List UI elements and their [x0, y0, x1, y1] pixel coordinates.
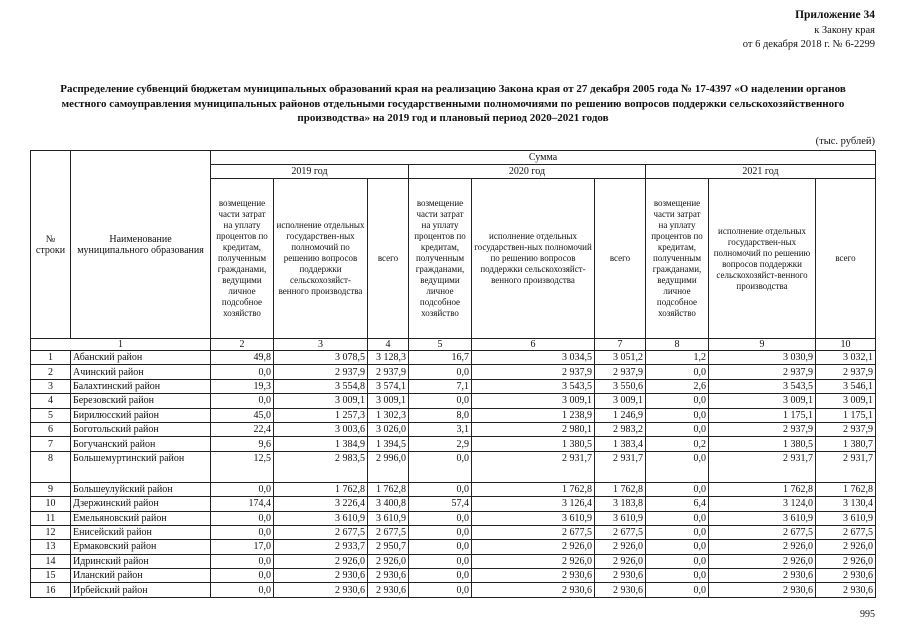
amount-cell: 2 926,0: [595, 554, 646, 568]
amount-cell: 174,4: [211, 497, 274, 511]
amount-cell: 1 762,8: [816, 482, 876, 496]
amount-cell: 2 930,6: [595, 583, 646, 597]
amount-cell: 2 937,9: [368, 365, 409, 379]
amount-cell: 1 762,8: [472, 482, 595, 496]
amount-cell: 2 926,0: [472, 540, 595, 554]
amount-cell: 0,0: [646, 554, 709, 568]
interest-subheader: возмещение части затрат на уплату процентов по кредитам, полученным гражданами, ведущими личное подсобное хозяйство: [211, 179, 274, 339]
amount-cell: 3 543,5: [472, 379, 595, 393]
row-number-cell: 5: [31, 408, 71, 422]
amount-cell: 2 926,0: [709, 554, 816, 568]
amount-cell: 1,2: [646, 351, 709, 365]
column-number: 2: [211, 339, 274, 351]
column-number: 4: [368, 339, 409, 351]
amount-cell: 2 926,0: [816, 554, 876, 568]
amount-cell: 3 009,1: [368, 394, 409, 408]
amount-cell: 2 930,6: [816, 583, 876, 597]
municipality-name-cell: Боготольский район: [71, 422, 211, 436]
amount-cell: 3 610,9: [274, 511, 368, 525]
amount-cell: 3 610,9: [816, 511, 876, 525]
total-subheader: всего: [595, 179, 646, 339]
year-header-2019: 2019 год: [211, 165, 409, 179]
amount-cell: 3 003,6: [274, 422, 368, 436]
amount-cell: 3 130,4: [816, 497, 876, 511]
amount-cell: 2 677,5: [274, 525, 368, 539]
document-title-line: местного самоуправления муниципальных районов отдельными государственными полномочиями по решению вопросов поддержки сельскохозяйственного: [61, 97, 845, 110]
amount-cell: 3 030,9: [709, 351, 816, 365]
row-number-cell: 4: [31, 394, 71, 408]
amount-cell: 0,0: [646, 569, 709, 583]
table-row: [31, 437, 876, 451]
amount-cell: 0,0: [409, 394, 472, 408]
municipality-name-cell: Ермаковский район: [71, 540, 211, 554]
row-number-cell: 8: [31, 451, 71, 482]
municipality-name-cell: Енисейский район: [71, 525, 211, 539]
amount-cell: 2 930,6: [816, 569, 876, 583]
table-row: [31, 569, 876, 583]
amount-cell: 2 931,7: [595, 451, 646, 482]
amount-cell: 2 983,2: [595, 422, 646, 436]
column-number: 1: [31, 339, 211, 351]
table-row: [31, 497, 876, 511]
amount-cell: 9,6: [211, 437, 274, 451]
sum-header: Сумма: [211, 151, 876, 165]
amount-cell: 3 400,8: [368, 497, 409, 511]
amount-cell: 1 762,8: [368, 482, 409, 496]
amount-cell: 1 238,9: [472, 408, 595, 422]
amount-cell: 2 926,0: [472, 554, 595, 568]
powers-subheader: исполнение отдельных государствен-ных полномочий по решению вопросов поддержки сельскохозяйст-венного производства: [472, 179, 595, 339]
amount-cell: 0,2: [646, 437, 709, 451]
municipality-name-cell: Дзержинский район: [71, 497, 211, 511]
table-row: [31, 365, 876, 379]
municipality-name-cell: Большеулуйский район: [71, 482, 211, 496]
amount-cell: 45,0: [211, 408, 274, 422]
table-row: [31, 482, 876, 496]
column-number: 5: [409, 339, 472, 351]
amount-cell: 2 930,6: [595, 569, 646, 583]
table-row: [31, 422, 876, 436]
amount-cell: 0,0: [211, 511, 274, 525]
amount-cell: 0,0: [646, 422, 709, 436]
amount-cell: 2 933,7: [274, 540, 368, 554]
amount-cell: 3 126,4: [472, 497, 595, 511]
table-body: [31, 351, 876, 598]
amount-cell: 3 009,1: [595, 394, 646, 408]
amount-cell: 2 983,5: [274, 451, 368, 482]
appendix-title: Приложение 34: [795, 9, 875, 21]
table-row: [31, 583, 876, 597]
amount-cell: 1 383,4: [595, 437, 646, 451]
amount-cell: 1 762,8: [709, 482, 816, 496]
amount-cell: 2 937,9: [595, 365, 646, 379]
row-number-cell: 2: [31, 365, 71, 379]
amount-cell: 0,0: [646, 511, 709, 525]
table-row: [31, 351, 876, 365]
amount-cell: 0,0: [409, 511, 472, 525]
powers-subheader: исполнение отдельных государствен-ных полномочий по решению вопросов поддержки сельскохозяйст-венного производства: [274, 179, 368, 339]
amount-cell: 2 930,6: [274, 569, 368, 583]
amount-cell: 2 677,5: [368, 525, 409, 539]
amount-cell: 2 926,0: [368, 554, 409, 568]
amount-cell: 0,0: [409, 540, 472, 554]
amount-cell: 2 677,5: [472, 525, 595, 539]
table-row: [31, 451, 876, 482]
table-row: [31, 379, 876, 393]
amount-cell: 2 937,9: [472, 365, 595, 379]
amount-cell: 0,0: [211, 365, 274, 379]
amount-cell: 2 930,6: [472, 569, 595, 583]
amount-cell: 1 762,8: [274, 482, 368, 496]
amount-cell: 49,8: [211, 351, 274, 365]
document-title-line: производства» на 2019 год и плановый период 2020–2021 годов: [297, 112, 609, 124]
amount-cell: 3 034,5: [472, 351, 595, 365]
amount-cell: 3 546,1: [816, 379, 876, 393]
row-number-cell: 14: [31, 554, 71, 568]
amount-cell: 3 051,2: [595, 351, 646, 365]
amount-cell: 2 937,9: [709, 422, 816, 436]
amount-cell: 3 610,9: [595, 511, 646, 525]
amount-cell: 2,6: [646, 379, 709, 393]
row-number-cell: 11: [31, 511, 71, 525]
amount-cell: 0,0: [646, 365, 709, 379]
municipality-name-cell: Ирбейский район: [71, 583, 211, 597]
amount-cell: 12,5: [211, 451, 274, 482]
table-row: [31, 540, 876, 554]
amount-cell: 2 937,9: [816, 422, 876, 436]
amount-cell: 3 550,6: [595, 379, 646, 393]
amount-cell: 3 226,4: [274, 497, 368, 511]
amount-cell: 1 384,9: [274, 437, 368, 451]
document-title: [18, 82, 888, 126]
row-number-cell: 13: [31, 540, 71, 554]
amount-cell: 0,0: [646, 482, 709, 496]
total-subheader: всего: [816, 179, 876, 339]
amount-cell: 7,1: [409, 379, 472, 393]
municipality-name-cell: Абанский район: [71, 351, 211, 365]
amount-cell: 2 931,7: [709, 451, 816, 482]
row-number-cell: 12: [31, 525, 71, 539]
amount-cell: 1 380,5: [709, 437, 816, 451]
amount-cell: 2 996,0: [368, 451, 409, 482]
amount-cell: 2 937,9: [816, 365, 876, 379]
amount-cell: 0,0: [211, 525, 274, 539]
amount-cell: 0,0: [409, 482, 472, 496]
amount-cell: 1 302,3: [368, 408, 409, 422]
municipality-name-cell: Березовский район: [71, 394, 211, 408]
row-number-cell: 9: [31, 482, 71, 496]
amount-cell: 2 926,0: [274, 554, 368, 568]
amount-cell: 0,0: [409, 583, 472, 597]
amount-cell: 8,0: [409, 408, 472, 422]
amount-cell: 2 931,7: [816, 451, 876, 482]
column-number: 9: [709, 339, 816, 351]
subsidy-table: [30, 150, 876, 598]
amount-cell: 2 926,0: [709, 540, 816, 554]
amount-cell: 2 926,0: [595, 540, 646, 554]
amount-cell: 1 380,5: [472, 437, 595, 451]
appendix-date-line: от 6 декабря 2018 г. № 6-2299: [742, 39, 875, 50]
amount-cell: 3 009,1: [472, 394, 595, 408]
amount-cell: 3 610,9: [472, 511, 595, 525]
table-row: [31, 408, 876, 422]
amount-cell: 0,0: [409, 365, 472, 379]
amount-cell: 2 930,6: [368, 569, 409, 583]
amount-cell: 17,0: [211, 540, 274, 554]
amount-cell: 2 677,5: [709, 525, 816, 539]
amount-cell: 3 543,5: [709, 379, 816, 393]
amount-cell: 0,0: [211, 583, 274, 597]
amount-cell: 3 610,9: [709, 511, 816, 525]
amount-cell: 0,0: [409, 451, 472, 482]
municipality-name-cell: Большемуртинский район: [71, 451, 211, 482]
amount-cell: 0,0: [646, 525, 709, 539]
amount-cell: 2 950,7: [368, 540, 409, 554]
amount-cell: 2,9: [409, 437, 472, 451]
amount-cell: 2 930,6: [709, 569, 816, 583]
amount-cell: 0,0: [646, 408, 709, 422]
table-row: [31, 554, 876, 568]
amount-cell: 3 009,1: [274, 394, 368, 408]
interest-subheader: возмещение части затрат на уплату процентов по кредитам, полученным гражданами, ведущими личное подсобное хозяйство: [646, 179, 709, 339]
page-number: 995: [860, 609, 875, 620]
amount-cell: 1 175,1: [709, 408, 816, 422]
row-number-cell: 6: [31, 422, 71, 436]
appendix-law-reference: к Закону края: [814, 25, 875, 36]
row-number-cell: 10: [31, 497, 71, 511]
year-header-2021: 2021 год: [646, 165, 876, 179]
amount-cell: 0,0: [409, 525, 472, 539]
amount-cell: 3 554,8: [274, 379, 368, 393]
unit-label: (тыс. рублей): [815, 136, 875, 147]
amount-cell: 0,0: [211, 394, 274, 408]
amount-cell: 6,4: [646, 497, 709, 511]
amount-cell: 1 380,7: [816, 437, 876, 451]
amount-cell: 2 937,9: [274, 365, 368, 379]
amount-cell: 3 009,1: [816, 394, 876, 408]
year-header-2020: 2020 год: [409, 165, 646, 179]
total-subheader: всего: [368, 179, 409, 339]
amount-cell: 2 926,0: [816, 540, 876, 554]
amount-cell: 0,0: [211, 482, 274, 496]
amount-cell: 3,1: [409, 422, 472, 436]
row-number-cell: 15: [31, 569, 71, 583]
interest-subheader: возмещение части затрат на уплату процентов по кредитам, полученным гражданами, ведущими личное подсобное хозяйство: [409, 179, 472, 339]
column-number: 8: [646, 339, 709, 351]
amount-cell: 3 574,1: [368, 379, 409, 393]
amount-cell: 2 930,6: [472, 583, 595, 597]
municipality-name-cell: Бирилюсский район: [71, 408, 211, 422]
amount-cell: 1 175,1: [816, 408, 876, 422]
municipality-name-cell: Иланский район: [71, 569, 211, 583]
amount-cell: 0,0: [211, 569, 274, 583]
amount-cell: 3 026,0: [368, 422, 409, 436]
table-row: [31, 525, 876, 539]
municipality-name-header: Наименование муниципального образования: [71, 151, 211, 339]
amount-cell: 57,4: [409, 497, 472, 511]
amount-cell: 0,0: [409, 569, 472, 583]
amount-cell: 1 762,8: [595, 482, 646, 496]
amount-cell: 3 610,9: [368, 511, 409, 525]
amount-cell: 2 677,5: [816, 525, 876, 539]
amount-cell: 2 930,6: [709, 583, 816, 597]
table-row: [31, 394, 876, 408]
amount-cell: 0,0: [646, 451, 709, 482]
amount-cell: 0,0: [409, 554, 472, 568]
amount-cell: 0,0: [646, 394, 709, 408]
row-number-cell: 16: [31, 583, 71, 597]
powers-subheader: исполнение отдельных государствен-ных полномочий по решению вопросов поддержки сельскохозяйст-венного производства: [709, 179, 816, 339]
municipality-name-cell: Богучанский район: [71, 437, 211, 451]
document-title-line: Распределение субвенций бюджетам муниципальных образований края на реализацию Закона края от 27 декабря 2005 года № 17-4397 «О наделении органов: [60, 83, 846, 95]
amount-cell: 3 032,1: [816, 351, 876, 365]
amount-cell: 3 183,8: [595, 497, 646, 511]
amount-cell: 0,0: [211, 554, 274, 568]
amount-cell: 19,3: [211, 379, 274, 393]
amount-cell: 2 980,1: [472, 422, 595, 436]
amount-cell: 3 009,1: [709, 394, 816, 408]
amount-cell: 3 124,0: [709, 497, 816, 511]
amount-cell: 2 931,7: [472, 451, 595, 482]
amount-cell: 16,7: [409, 351, 472, 365]
amount-cell: 2 930,6: [274, 583, 368, 597]
amount-cell: 1 246,9: [595, 408, 646, 422]
column-number: 10: [816, 339, 876, 351]
column-number: 7: [595, 339, 646, 351]
municipality-name-cell: Ачинский район: [71, 365, 211, 379]
amount-cell: 3 128,3: [368, 351, 409, 365]
column-number: 6: [472, 339, 595, 351]
amount-cell: 1 257,3: [274, 408, 368, 422]
amount-cell: 3 078,5: [274, 351, 368, 365]
amount-cell: 2 930,6: [368, 583, 409, 597]
municipality-name-cell: Емельяновский район: [71, 511, 211, 525]
row-number-cell: 7: [31, 437, 71, 451]
amount-cell: 2 937,9: [709, 365, 816, 379]
amount-cell: 2 677,5: [595, 525, 646, 539]
municipality-name-cell: Балахтинский район: [71, 379, 211, 393]
municipality-name-cell: Идринский район: [71, 554, 211, 568]
amount-cell: 0,0: [646, 583, 709, 597]
row-number-header: № строки: [31, 151, 71, 339]
row-number-cell: 3: [31, 379, 71, 393]
amount-cell: 22,4: [211, 422, 274, 436]
column-number: 3: [274, 339, 368, 351]
column-number-row: [31, 339, 876, 351]
table-row: [31, 511, 876, 525]
row-number-cell: 1: [31, 351, 71, 365]
amount-cell: 0,0: [646, 540, 709, 554]
amount-cell: 1 394,5: [368, 437, 409, 451]
